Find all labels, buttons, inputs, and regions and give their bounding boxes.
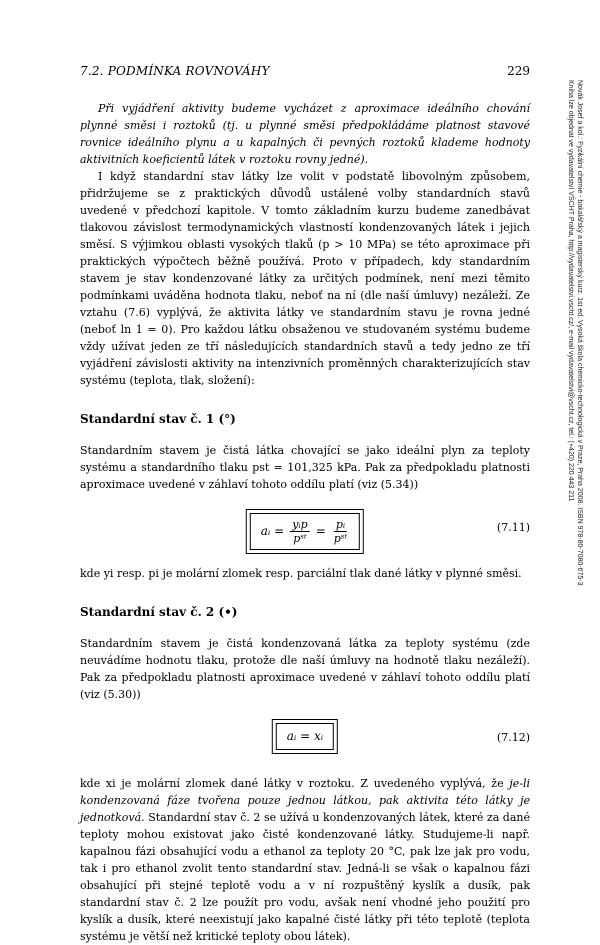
page-header xyxy=(80,64,530,80)
section-1-after-text: kde yi resp. pi je molární zlomek resp. parciální tlak dané látky v plynné směsi. xyxy=(80,567,522,580)
fraction-2 xyxy=(332,518,349,545)
ordering-line: Kniha lze objednat ve vydavatelství VŠCHT Praha, http://vydavatelstvi.vscht.cz/, e-mail vydavatelstvi@vscht.cz, tel.: (+420) 220 443 211 xyxy=(567,80,574,502)
equation-body: aᵢ = xᵢ xyxy=(276,723,334,750)
page-number: 229 xyxy=(507,64,530,78)
intro-paragraph: Při vyjádření aktivity budeme vycházet z aproximace ideálního chování plynné směsi i roztoků (tj. u plynné směsi předpokládáme platnost stavové rovnice ideálního plynu a u kapalných či pevných roztoků klademe hodnoty aktivitních koeficientů látek v roztoku rovny jedné). xyxy=(80,102,530,166)
section-2-text: Standardním stavem je čistá kondenzovaná látka za teploty systému (zde neuvádíme hodnotu tlaku, protože dle naší úmluvy na hodnotě tlaku nezáleží). Pak za předpokladu platnosti aproximace uvedené v záhlaví tohoto oddílu platí (viz (5.30)) xyxy=(80,637,530,701)
equation-7-12 xyxy=(80,717,530,761)
fraction-1 xyxy=(290,518,309,545)
fraction-2-numerator: pᵢ xyxy=(335,518,346,531)
section-2-after-part1: kde xi je molární zlomek dané látky v roztoku. Z uvedeného vyplývá, že xyxy=(80,777,510,790)
equation-frame xyxy=(272,719,338,754)
citation-line: Novák Josef a kol.: Fyzikální chemie - bakalářský a magisterský kurz. 1st ed. Vysoká škola chemicko-technologická v Praze, Praha 2008. ISBN 978-80-7080-675-3 xyxy=(576,80,583,586)
main-content xyxy=(80,100,530,945)
equation-body xyxy=(250,513,360,550)
side-citation-note xyxy=(566,80,584,680)
equation-equals: = xyxy=(315,524,326,538)
equation-7-11 xyxy=(80,507,530,551)
fraction-1-denominator: pˢᵗ xyxy=(293,532,307,545)
paragraph-standard-states: I když standardní stav látky lze volit v podstatě libovolným způsobem, přidržujeme se z praktických důvodů ustálené volby standardních stavů uvedené v předchozí kapitole. V tomto základním kurzu budeme zanedbávat tlakovou závislost termodynamických vlastností kondenzovaných látek i jejich směsí. S výjimkou oblasti vysokých tlaků (p > 10 MPa) se této aproximace při praktických výpočtech běžně používá. Proto v případech, kdy standardním stavem je stav kondenzované látky za určitých podmínek, není mezi těmito podmínkami uváděna hodnota tlaku, neboť na ní (dle naší úmluvy) nezáleží. Ze vztahu (7.6) vyplývá, že aktivita látky ve standardním stavu je rovna jedné (neboť ln 1 = 0). Pro každou látku obsaženou ve studovaném systému budeme vždy užívat jeden ze tří následujících standardních stavů a tedy jedno ze tří vyjádření závislosti aktivity na intenzivních proměnných charakterizujících stav systému (teplota, tlak, složení): xyxy=(80,170,530,387)
section-heading-standard-state-2: Standardní stav č. 2 (•) xyxy=(80,605,238,619)
section-1-text: Standardním stavem je čistá látka chovající se jako ideální plyn za teploty systému a standardního tlaku pst = 101,325 kPa. Pak za předpokladu platnosti aproximace uvedené v záhlaví tohoto oddílu platí (viz (5.34)) xyxy=(80,444,530,491)
section-2-after-part2: Standardní stav č. 2 se užívá u kondenzovaných látek, které za dané teploty mohou existovat jako čisté kondenzované látky. Studujeme-li např. kapalnou fázi obsahující vodu a ethanol za teploty 20 °C, pak lze jak pro vodu, tak i pro ethanol zvolit tento standardní stav. Jedná-li se však o kapalnou fázi obsahující při stejné teplotě vodu a v ní rozpuštěný kyslík a dusík, pak standardní stav č. 2 lze použít pro vodu, avšak není vhodné jeho použití pro kyslík a dusík, které neexistují jako kapalné čisté látky při této teplotě (teplota systému je větší než kritické teploty obou látek). xyxy=(80,811,530,943)
section-2-after-text xyxy=(80,775,530,945)
equation-number: (7.12) xyxy=(496,731,530,744)
section-2-after-italic: je-li kondenzovaná fáze tvořena pouze jednou látkou, pak aktivita této látky je jednotková. xyxy=(80,777,530,824)
equation-frame xyxy=(246,509,364,554)
equation-number: (7.11) xyxy=(496,521,530,534)
section-heading-standard-state-1: Standardní stav č. 1 (°) xyxy=(80,412,236,426)
equation-lhs: aᵢ = xyxy=(260,524,285,538)
fraction-1-numerator: yᵢp xyxy=(292,518,308,531)
fraction-2-denominator: pˢᵗ xyxy=(333,532,348,545)
running-title: 7.2. PODMÍNKA ROVNOVÁHY xyxy=(80,64,270,78)
